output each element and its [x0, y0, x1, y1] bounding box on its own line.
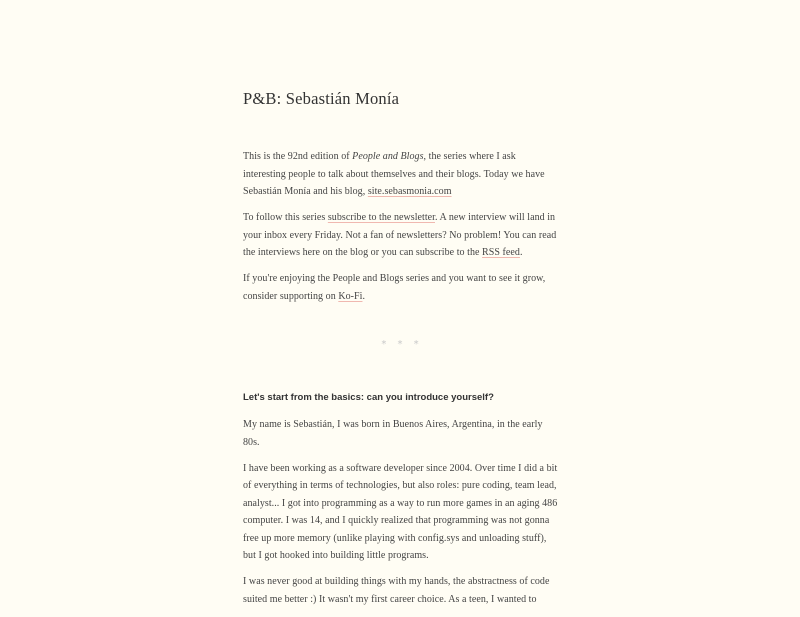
rss-link[interactable]: RSS feed — [482, 247, 520, 258]
text: . A new interview will land in your inbox every Friday. Not a fan of newsletters? No problem! You can read the interviews here on the blog or you can subscribe to the — [243, 212, 557, 258]
blog-link[interactable]: site.sebasmonia.com — [367, 186, 452, 197]
answer-paragraph: I have been working as a software developer since 2004. Over time I did a bit of everything in terms of technologies, but also roles: pure coding, team lead, analyst... I got into programming as a way to run more games in an aging 486 computer. I was 14, and I quickly realized that programming was not gonna free up more memory (unlike playing with config.sys and unloading stuff), but I got hooked into building little programs. — [243, 462, 558, 561]
text: To follow this series — [243, 212, 328, 223]
support-paragraph — [243, 270, 561, 305]
kofi-link[interactable]: Ko-Fi — [338, 290, 363, 302]
question-heading: Let's start from the basics: can you introduce yourself? — [243, 392, 494, 403]
newsletter-link[interactable]: subscribe to the newsletter — [327, 212, 435, 223]
section-separator: * * * — [381, 339, 423, 350]
text: , the series where I ask interesting people to talk about themselves and their blogs. Today we have Sebastián Monía and his blog, — [243, 151, 545, 197]
page-title: P&B: Sebastián Monía — [243, 89, 400, 108]
article — [243, 84, 561, 617]
series-name: People and Blogs — [352, 151, 424, 162]
text: This is the 92nd edition of — [243, 151, 353, 162]
follow-paragraph — [243, 209, 561, 262]
answer-paragraph: I was never good at building things with my hands, the abstractness of code suited me better :) It wasn't my first career choice. As a teen, I wanted to — [243, 576, 550, 605]
intro-paragraph — [243, 148, 561, 201]
text: . — [362, 290, 366, 302]
text: If you're enjoying the People and Blogs series and you want to see it grow, consider supporting on — [243, 273, 546, 302]
answer-paragraph: My name is Sebastián, I was born in Buenos Aires, Argentina, in the early 80s. — [243, 419, 543, 448]
text: . — [519, 247, 523, 258]
